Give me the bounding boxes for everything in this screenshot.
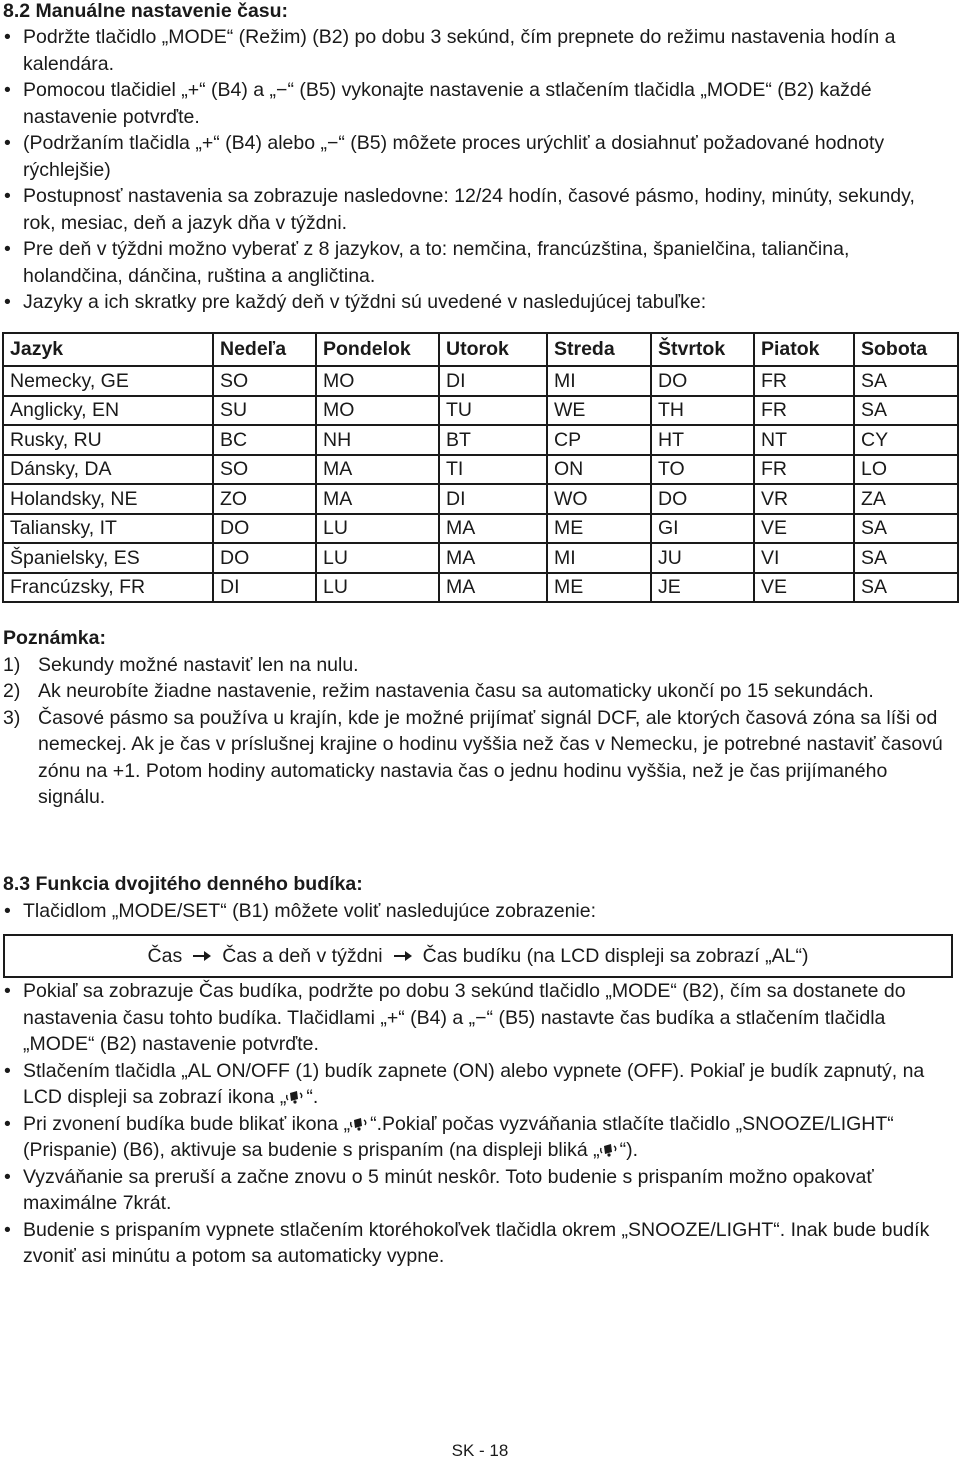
column-header: Piatok — [754, 333, 854, 366]
list-item: • Vyzváňanie sa preruší a začne znovu o 5 minút neskôr. Toto budenie s prispaním možno opakovať maximálne 7krát. — [0, 1164, 955, 1217]
table-cell: TH — [651, 396, 754, 426]
table-cell: FR — [754, 455, 854, 485]
table-cell: MI — [547, 543, 651, 573]
table-row — [3, 396, 958, 426]
table-cell: ZA — [854, 484, 958, 514]
flow-step: Čas a deň v týždni — [222, 944, 383, 967]
list-item: • Podržte tlačidlo „MODE“ (Režim) (B2) po dobu 3 sekúnd, čím prepnete do režimu nastavenia hodín a kalendára. — [0, 24, 950, 77]
list-item: • Tlačidlom „MODE/SET“ (B1) môžete voliť nasledujúce zobrazenie: — [0, 898, 955, 925]
table-cell: DI — [439, 484, 547, 514]
weekday-language-table — [2, 332, 959, 603]
text-fragment: “). — [619, 1139, 638, 1161]
table-cell: SU — [213, 396, 316, 426]
text-fragment: “. — [306, 1086, 319, 1108]
table-cell: CP — [547, 425, 651, 455]
bullet-list — [0, 978, 955, 1270]
table-cell: DO — [213, 514, 316, 544]
table-row — [3, 484, 958, 514]
table-cell: MA — [439, 573, 547, 603]
table-cell: Rusky, RU — [3, 425, 213, 455]
list-item: • Pomocou tlačidiel „+“ (B4) a „−“ (B5) vykonajte nastavenie a stlačením tlačidla „MODE“ (B2) každé nastavenie potvrďte. — [0, 77, 950, 130]
alarm-bell-icon — [350, 1112, 370, 1126]
note-text: Časové pásmo sa používa u krajín, kde je možné prijímať signál DCF, ale ktorých časová zóna sa líši od nemeckej. Ak je čas v príslušnej krajine o hodinu vyššia než čas v Nemecku, je potrebné nastaviť časovú zónu na +1. Potom hodiny automaticky nastavia čas o jednu hodinu vyššia, než je čas prijímaného signálu. — [38, 706, 943, 808]
table-cell: ON — [547, 455, 651, 485]
list-item — [0, 1058, 955, 1111]
list-item — [0, 1111, 955, 1164]
arrow-right-icon — [393, 943, 413, 970]
list-item: • (Podržaním tlačidla „+“ (B4) alebo „−“ (B5) môžete proces urýchliť a dosiahnuť požadované hodnoty rýchlejšie) — [0, 130, 950, 183]
table-cell: DO — [651, 484, 754, 514]
table-cell: VE — [754, 514, 854, 544]
display-sequence-box — [3, 934, 953, 978]
table-cell: VI — [754, 543, 854, 573]
table-cell: MA — [316, 455, 439, 485]
table-cell: TU — [439, 396, 547, 426]
table-row — [3, 573, 958, 603]
table-cell: VE — [754, 573, 854, 603]
table-cell: JE — [651, 573, 754, 603]
table-cell: LO — [854, 455, 958, 485]
section-double-alarm — [0, 871, 955, 1270]
section-title: 8.2 Manuálne nastavenie času: — [3, 0, 289, 22]
table-cell: TO — [651, 455, 754, 485]
table-cell: SA — [854, 396, 958, 426]
note-text: Sekundy možné nastaviť len na nulu. — [38, 653, 359, 676]
table-row — [3, 514, 958, 544]
note-text: Ak neurobíte žiadne nastavenie, režim nastavenia času sa automaticky ukončí po 15 sekundách. — [38, 680, 874, 702]
text-fragment: Stlačením tlačidla „AL ON/OFF (1) budík zapnete (ON) alebo vypnete (OFF). Pokiaľ je budík zapnutý, na LCD displeji sa zobrazí ikona „ — [23, 1059, 925, 1108]
list-item: • Postupnosť nastavenia sa zobrazuje nasledovne: 12/24 hodín, časové pásmo, hodiny, minúty, sekundy, rok, mesiac, deň a jazyk dňa v týždni. — [0, 183, 950, 236]
column-header: Nedeľa — [213, 333, 316, 366]
table-cell: ME — [547, 573, 651, 603]
note-list — [3, 652, 943, 811]
table-cell: SA — [854, 573, 958, 603]
flow-step: Čas — [147, 944, 183, 967]
table-cell: MI — [547, 366, 651, 396]
table-cell: WE — [547, 396, 651, 426]
list-item: • Pokiaľ sa zobrazuje Čas budíka, podržte po dobu 3 sekúnd tlačidlo „MODE“ (B2), čím sa dostanete do nastavenia času tohto budíka. Tlačidlami „+“ (B4) a „−“ (B5) nastavte čas budíka a stlačením tlačidla „MODE“ (B2) nastavenie potvrďte. — [0, 978, 955, 1058]
table-cell: NH — [316, 425, 439, 455]
table-cell: JU — [651, 543, 754, 573]
table-cell: Francúzsky, FR — [3, 573, 213, 603]
flow-step: Čas budíku (na LCD displeji sa zobrazí „AL“) — [422, 944, 809, 967]
table-cell: MO — [316, 396, 439, 426]
table-cell: SO — [213, 455, 316, 485]
table-cell: DO — [651, 366, 754, 396]
column-header: Jazyk — [3, 333, 213, 366]
table-cell: DI — [439, 366, 547, 396]
table-cell: MO — [316, 366, 439, 396]
bullet-list — [0, 24, 950, 316]
note-number: 3) — [3, 706, 21, 729]
alarm-bell-icon — [600, 1138, 620, 1152]
table-cell: MA — [316, 484, 439, 514]
table-cell: MA — [439, 514, 547, 544]
column-header: Streda — [547, 333, 651, 366]
table-cell: WO — [547, 484, 651, 514]
table-cell: SA — [854, 514, 958, 544]
table-cell: Nemecky, GE — [3, 366, 213, 396]
table-cell: LU — [316, 573, 439, 603]
table-cell: SO — [213, 366, 316, 396]
table-cell: SA — [854, 366, 958, 396]
table-cell: VR — [754, 484, 854, 514]
table-cell: Španielsky, ES — [3, 543, 213, 573]
table-row — [3, 543, 958, 573]
table-header-row — [3, 333, 958, 366]
column-header: Sobota — [854, 333, 958, 366]
section-title: 8.3 Funkcia dvojitého denného budíka: — [3, 873, 363, 895]
table-body — [3, 366, 958, 602]
note-title: Poznámka: — [3, 627, 106, 649]
table-cell: HT — [651, 425, 754, 455]
note-number: 2) — [3, 680, 21, 702]
table-cell: FR — [754, 396, 854, 426]
table-cell: CY — [854, 425, 958, 455]
column-header: Štvrtok — [651, 333, 754, 366]
list-item — [3, 705, 943, 811]
text-fragment: Pri zvonení budíka bude blikať ikona „ — [23, 1112, 351, 1135]
table-cell: GI — [651, 514, 754, 544]
table-cell: SA — [854, 543, 958, 573]
note-number: 1) — [3, 653, 21, 676]
list-item: • Budenie s prispaním vypnete stlačením ktoréhokoľvek tlačidla okrem „SNOOZE/LIGHT“. Inak bude budík zvoniť asi minútu a potom sa automaticky vypne. — [0, 1217, 955, 1270]
table-cell: Anglicky, EN — [3, 396, 213, 426]
column-header: Utorok — [439, 333, 547, 366]
table-cell: ZO — [213, 484, 316, 514]
table-row — [3, 366, 958, 396]
table-cell: Taliansky, IT — [3, 514, 213, 544]
column-header: Pondelok — [316, 333, 439, 366]
table-cell: TI — [439, 455, 547, 485]
alarm-bell-icon — [286, 1085, 306, 1099]
table-cell: BT — [439, 425, 547, 455]
table-cell: FR — [754, 366, 854, 396]
table-cell: NT — [754, 425, 854, 455]
table-cell: Holandsky, NE — [3, 484, 213, 514]
list-item — [3, 678, 943, 705]
list-item: • Jazyky a ich skratky pre každý deň v týždni sú uvedené v nasledujúcej tabuľke: — [0, 289, 950, 316]
table-cell: LU — [316, 543, 439, 573]
arrow-right-icon — [192, 943, 212, 970]
table-row — [3, 425, 958, 455]
table-cell: ME — [547, 514, 651, 544]
list-item — [3, 652, 943, 679]
table-cell: LU — [316, 514, 439, 544]
table-cell: Dánsky, DA — [3, 455, 213, 485]
page-number: SK - 18 — [451, 1441, 509, 1460]
list-item: • Pre deň v týždni možno vyberať z 8 jazykov, a to: nemčina, francúzština, španielčina, taliančina, holandčina, dánčina, ruština a angličtina. — [0, 236, 950, 289]
table-cell: DO — [213, 543, 316, 573]
table-cell: DI — [213, 573, 316, 603]
table-row — [3, 455, 958, 485]
table-cell: MA — [439, 543, 547, 573]
table-cell: BC — [213, 425, 316, 455]
text-fragment: “.Pokiaľ počas vyzváňania stlačíte tlačidlo „SNOOZE/LIGHT“ (Prispanie) (B6), aktivuje sa budenie s prispaním (na displeji bliká „ — [23, 1112, 894, 1161]
note-block — [3, 625, 943, 811]
bullet-list — [0, 898, 955, 925]
